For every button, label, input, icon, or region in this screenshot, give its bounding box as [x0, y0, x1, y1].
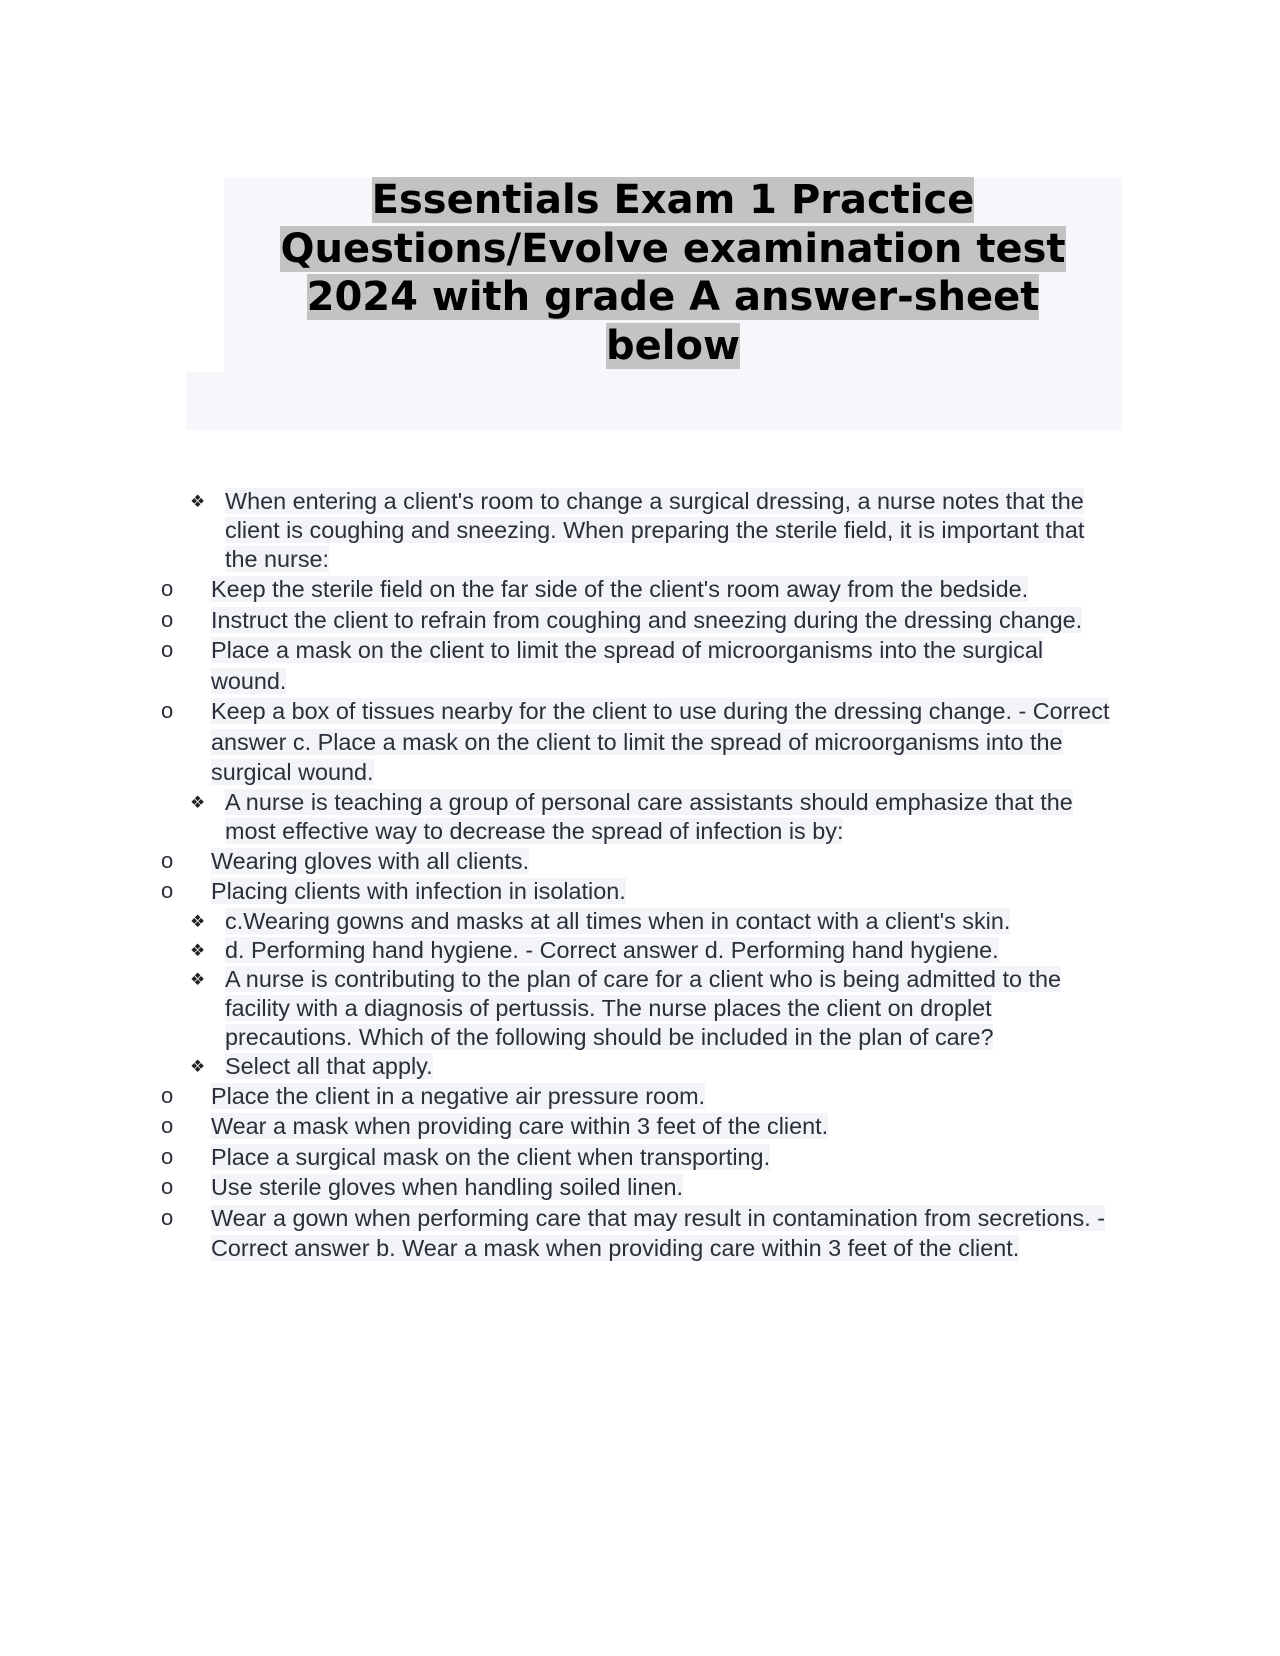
question-bullet	[186, 1052, 1122, 1081]
document-body	[161, 487, 1122, 1264]
document-title	[224, 176, 1122, 370]
option-item	[161, 605, 1122, 636]
circle-bullet-icon: o	[161, 698, 174, 723]
question-text: When entering a client's room to change a surgical dressing, a nurse notes that the client is coughing and sneezing. When preparing the sterile field, it is important that the nurse:	[225, 488, 1085, 572]
option-text: Wear a mask when providing care within 3 feet of the client.	[211, 1113, 829, 1139]
question-text: A nurse is teaching a group of personal care assistants should emphasize that the most effective way to decrease the spread of infection is by:	[225, 788, 1073, 844]
title-line-4: below	[606, 322, 740, 369]
option-item	[161, 696, 1122, 788]
circle-bullet-icon: o	[161, 637, 174, 662]
question-1-options	[161, 574, 1122, 788]
title-line-3: 2024 with grade A answer-sheet	[306, 274, 1040, 320]
option-text: c.Wearing gowns and masks at all times when in contact with a client's skin.	[225, 907, 1011, 934]
option-text: Instruct the client to refrain from coughing and sneezing during the dressing change.	[211, 606, 1083, 633]
circle-bullet-icon: o	[161, 576, 174, 601]
option-item	[161, 1081, 1122, 1112]
question-prompt: Select all that apply.	[225, 1052, 433, 1079]
question-bullet	[186, 788, 1122, 846]
option-item	[161, 876, 1122, 907]
question-bullet	[186, 965, 1122, 1052]
circle-bullet-icon: o	[161, 847, 174, 873]
diamond-bullet-icon: ❖	[190, 940, 206, 960]
option-text: Placing clients with infection in isolation.	[211, 878, 626, 904]
option-text: Keep a box of tissues nearby for the client to use during the dressing change. - Correct answer c. Place a mask on the client to limit the spread of microorganisms into the surgical wound.	[211, 698, 1110, 785]
option-item	[161, 846, 1122, 877]
question-2-extra	[186, 907, 1122, 965]
option-text: Wear a gown when performing care that may result in contamination from secretions. - Correct answer b. Wear a mask when providing care within 3 feet of the client.	[211, 1204, 1106, 1261]
question-2-options	[161, 846, 1122, 907]
option-item	[161, 574, 1122, 605]
diamond-bullet-icon: ❖	[190, 911, 206, 931]
option-text: Place a mask on the client to limit the spread of microorganisms into the surgical wound.	[211, 637, 1044, 694]
title-line-2: Questions/Evolve examination test	[280, 225, 1066, 272]
option-item	[161, 1142, 1122, 1173]
circle-bullet-icon: o	[161, 1174, 174, 1199]
circle-bullet-icon: o	[161, 1113, 174, 1138]
diamond-bullet-icon: ❖	[190, 1056, 206, 1076]
circle-bullet-icon: o	[161, 1204, 174, 1230]
circle-bullet-icon: o	[161, 1143, 174, 1169]
title-block-notch	[186, 178, 224, 372]
option-item	[161, 635, 1122, 696]
question-3-options	[161, 1081, 1122, 1264]
circle-bullet-icon: o	[161, 606, 174, 632]
diamond-bullet-icon: ❖	[190, 969, 206, 989]
question-bullet	[186, 936, 1122, 965]
option-item	[161, 1172, 1122, 1203]
question-bullet	[186, 487, 1122, 574]
circle-bullet-icon: o	[161, 1082, 174, 1108]
question-2	[186, 788, 1122, 846]
option-text: Wearing gloves with all clients.	[211, 847, 530, 874]
question-text: A nurse is contributing to the plan of care for a client who is being admitted to the facility with a diagnosis of pertussis. The nurse places the client on droplet precautions. Which of the following should be included in the plan of care?	[225, 965, 1062, 1050]
option-item	[161, 1203, 1122, 1264]
question-bullet	[186, 907, 1122, 936]
option-text: d. Performing hand hygiene. - Correct answer d. Performing hand hygiene.	[225, 936, 999, 963]
title-line-1: Essentials Exam 1 Practice	[371, 177, 975, 223]
option-text: Use sterile gloves when handling soiled linen.	[211, 1174, 683, 1200]
diamond-bullet-icon: ❖	[190, 492, 206, 511]
option-text: Keep the sterile field on the far side of the client's room away from the bedside.	[211, 576, 1029, 602]
diamond-bullet-icon: ❖	[190, 792, 206, 812]
circle-bullet-icon: o	[161, 878, 174, 903]
question-1	[186, 487, 1122, 574]
question-3	[186, 965, 1122, 1081]
option-text: Place the client in a negative air pressure room.	[211, 1082, 706, 1109]
option-text: Place a surgical mask on the client when transporting.	[211, 1143, 771, 1170]
option-item	[161, 1111, 1122, 1142]
